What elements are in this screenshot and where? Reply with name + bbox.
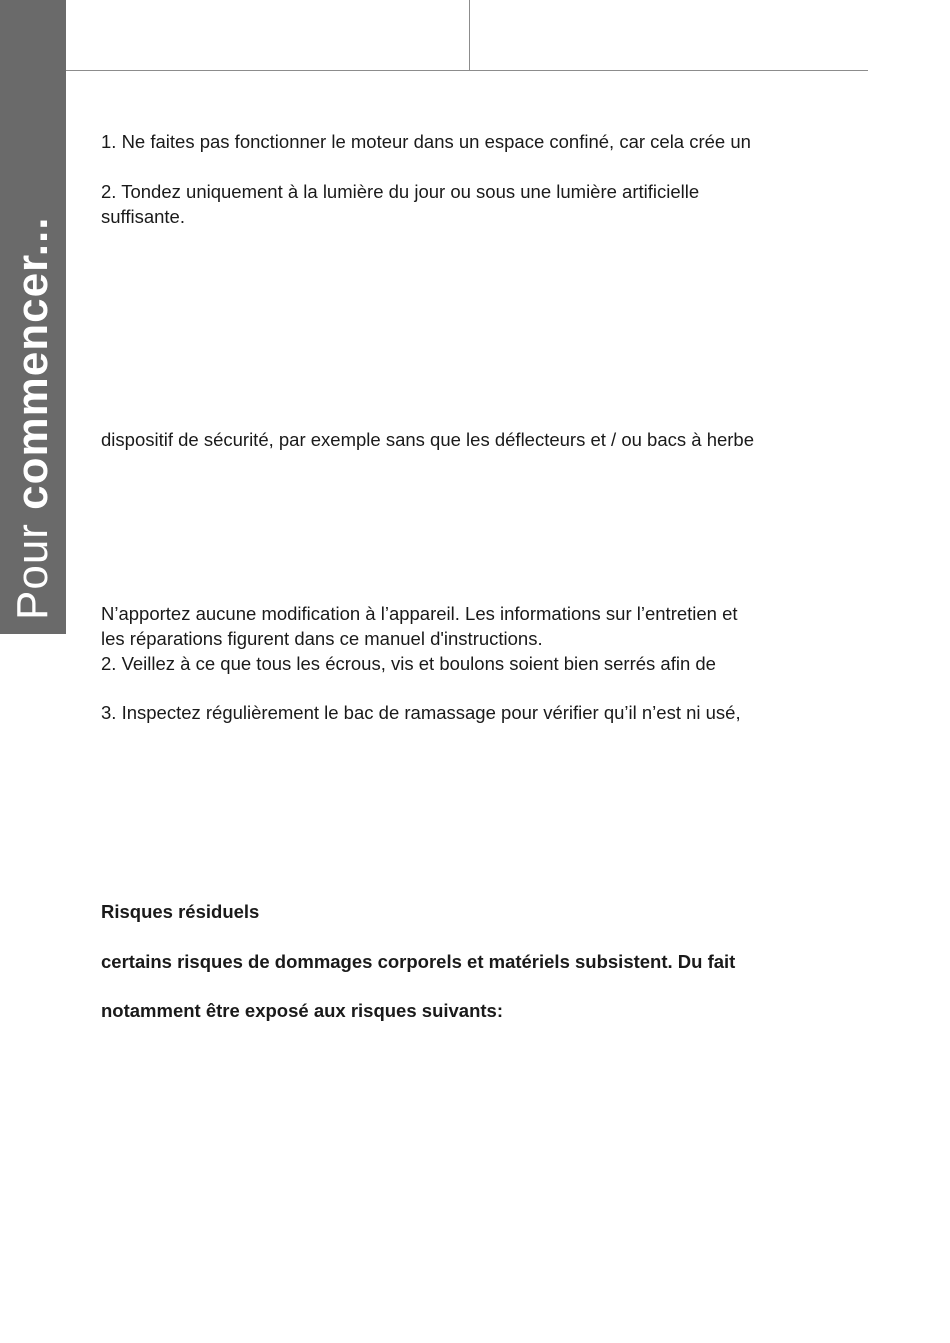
text-line-1: 1. Ne faites pas fonctionner le moteur dans un espace confiné, car cela crée un <box>101 131 751 152</box>
side-title-word1: Pour <box>8 509 57 620</box>
header-rule <box>66 70 868 71</box>
side-title-word2: commencer... <box>8 216 57 510</box>
text-line-6: les réparations figurent dans ce manuel d'instructions. <box>101 628 543 649</box>
section-side-title <box>8 216 57 620</box>
text-line-3: suffisante. <box>101 206 185 227</box>
text-line-bold-2: notamment être exposé aux risques suivants: <box>101 1000 503 1021</box>
residual-risks-heading: Risques résiduels <box>101 901 260 922</box>
text-line-5: N’apportez aucune modification à l’appareil. Les informations sur l’entretien et <box>101 603 738 624</box>
text-line-7: 2. Veillez à ce que tous les écrous, vis et boulons soient bien serrés afin de <box>101 653 716 674</box>
text-line-4: dispositif de sécurité, par exemple sans que les déflecteurs et / ou bacs à herbe <box>101 429 755 450</box>
header-divider <box>469 0 470 70</box>
text-line-2: 2. Tondez uniquement à la lumière du jour ou sous une lumière artificielle <box>101 181 700 202</box>
text-line-bold-1: certains risques de dommages corporels et matériels subsistent. Du fait <box>101 951 736 972</box>
text-line-8: 3. Inspectez régulièrement le bac de ramassage pour vérifier qu’il n’est ni usé, <box>101 702 741 723</box>
